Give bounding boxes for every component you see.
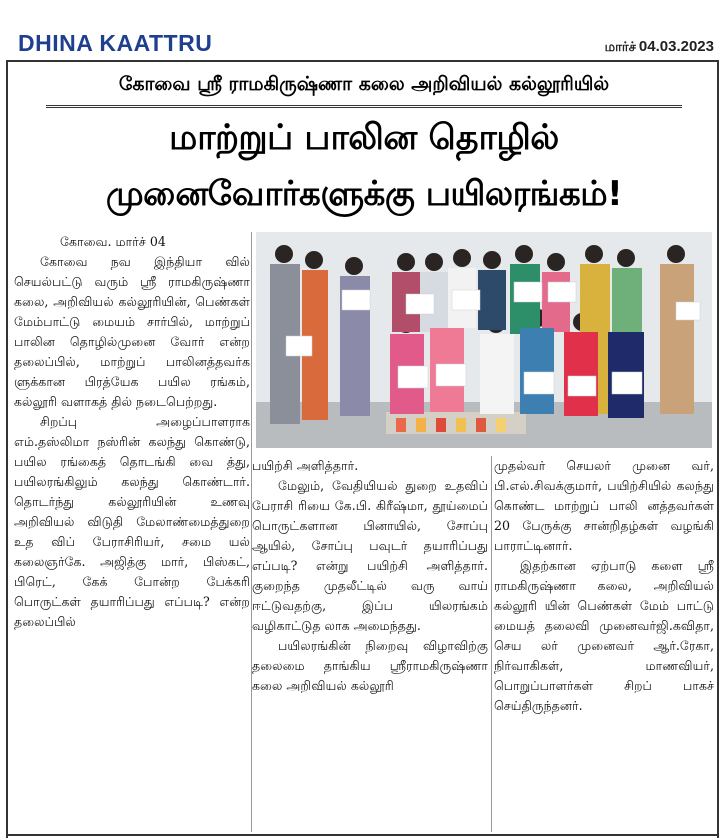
bottom-rule (6, 834, 718, 836)
date-month: மார்ச் (604, 39, 636, 54)
article-column-2 (252, 456, 488, 696)
article-kicker: கோவை ஸ்ரீ ராமகிருஷ்ணா கலை அறிவியல் கல்லூரியில் (118, 73, 610, 95)
headline-line-1: மாற்றுப் பாலின தொழில் (169, 118, 559, 158)
masthead (0, 0, 720, 60)
newspaper-brand: DHINA KAATTRU (18, 30, 213, 56)
column-2-paragraph-1: பயிற்சி அளித்தார். (252, 458, 359, 473)
article-column-3 (494, 456, 714, 716)
article-headline (6, 110, 720, 222)
kicker-rule (46, 105, 682, 108)
column-2-paragraph-3: பயிலரங்கின் நிறைவு விழாவிற்கு தலைமை தாங்கிய ஸ்ரீராமகிருஷ்ணா கலை அறிவியல் கல்லூரி (252, 638, 488, 693)
dateline: கோவை. மார்ச் 04 (60, 234, 166, 249)
column-3-paragraph-1: முதல்வர் செயலர் முனை வர், பி.எல்.சிவக்குமார், பயிற்சியில் கலந்து கொண்ட மாற்றுப் பாலி னத்தவர்கள் 20 பேருக்கு சான்றிதழ்கள் வழங்கி பாராட்டினார். (494, 458, 714, 553)
group-photo-illustration (256, 232, 712, 448)
column-1-paragraph-2: சிறப்பு அழைப்பாளராக எம்.தஸ்லிமா நஸ்ரின் கலந்து கொண்டு, பயில ரங்கைத் தொடங்கி வை த்து, பயிலரங்கிலும் கலந்து கொண்டார். தொடர்ந்து கல்லூரியின் உணவு அறிவியல் விடுதி மேலாண்மைத்துறை உத விப் பேராசிரியர், சமை யல் கலைஞர்கே. அஜித்கு மார், பிஸ்கட், பிரெட், கேக் போன்ற பேக்கரி பொருட்கள் தயாரிப்பது எப்படி? என்ற தலைப்பில் (14, 414, 250, 629)
headline-line-2: முனைவோர்களுக்கு பயிலரங்கம்! (105, 174, 623, 214)
column-2-paragraph-2: மேலும், வேதியியல் துறை உதவிப் பேராசி ரியை கே.பி. கிரீஷ்மா, தூய்மைப் பொருட்களான பினாயில், சோப்பு ஆயில், சோப்பு பவுடர் தயாரிப்பது எப்படி? என்று பயிற்சி அளித்தார். குறைந்த முதலீட்டில் வரு வாய் ஈட்டுவதற்கு, இப்ப யிலரங்கம் வழிகாட்டுத லாக அமைந்தது. (252, 478, 488, 633)
publication-date (605, 38, 714, 56)
event-photo (256, 232, 712, 448)
column-divider-2 (491, 456, 492, 832)
column-3-paragraph-2: இதற்கான ஏற்பாடு களை ஸ்ரீ ராமகிருஷ்ணா கலை, அறிவியல் கல்லூரி யின் பெண்கள் மேம் பாட்டு மையத் தலைவி முனைவர்ஜி.கவிதா, செய லர் முனைவர் ஆர்.ரேகா, நிர்வாகிகள், மாணவியர், பொறுப்பாளர்கள் சிறப் பாகச் செய்திருந்தனர். (494, 558, 714, 713)
column-1-paragraph-1: கோவை நவ இந்தியா வில் செயல்பட்டு வரும் ஸ்ரீ ராமகிருஷ்ணா கலை, அறிவியல் கல்லூரியின், பெண்கள் மேம்பாட்டு மையம் சார்பில், மாற்றுப் பாலின தொழில்முனை வோர் என்ற தலைப்பில், மாற்றுப் பாலினத்தவர்க ளுக்கான பிரத்யேக பயில ரங்கம், கல்லூரி வளாகத் தில் நடைபெற்றது. (14, 254, 250, 409)
date-value: 04.03.2023 (638, 38, 714, 55)
article-column-1 (14, 232, 250, 632)
